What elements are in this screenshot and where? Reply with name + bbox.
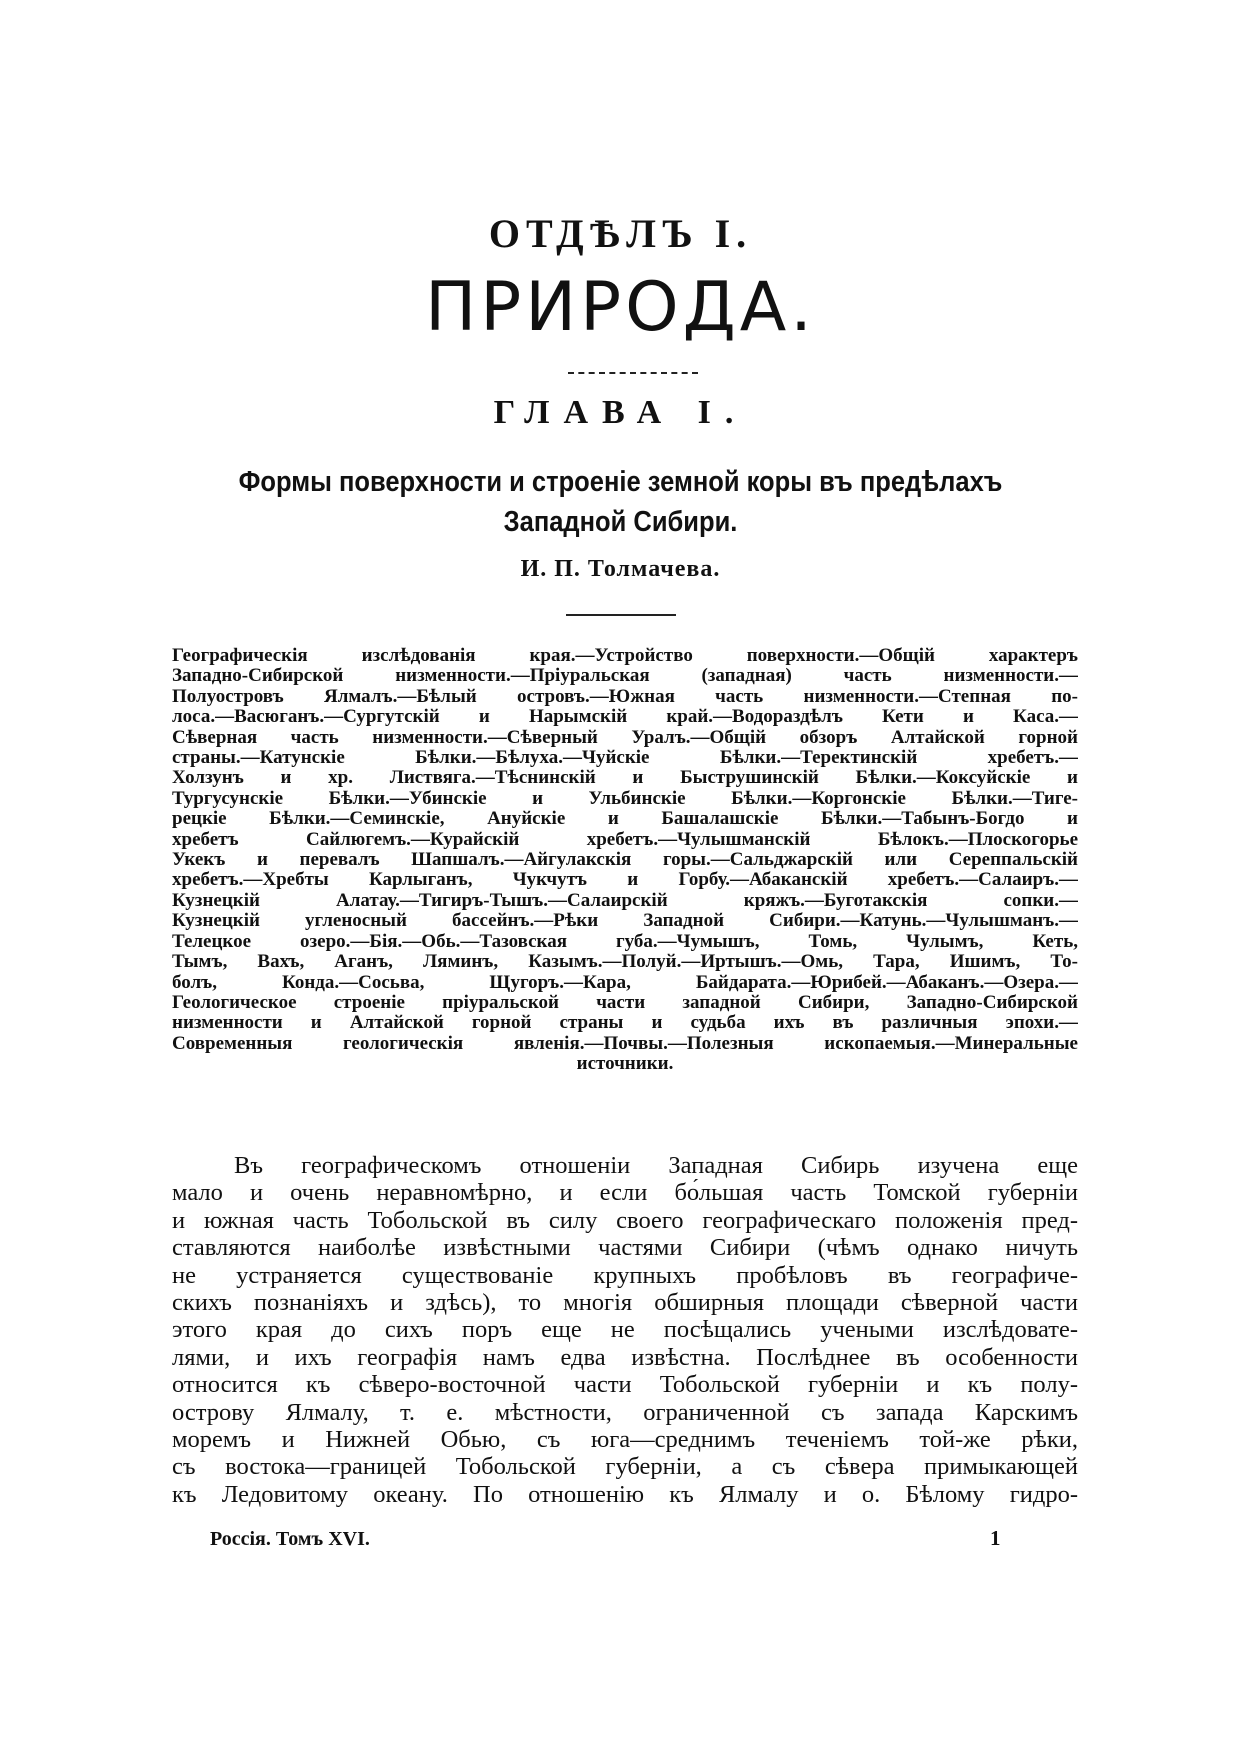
summary-line: рецкіе Бѣлки.—Семинскіе, Ануйскіе и Башалашскіе Бѣлки.—Табынъ-Богдо и: [172, 809, 1078, 830]
paragraph-line: съ востока—границей Тобольской губерніи, а съ сѣвера примыкающей: [172, 1453, 1078, 1481]
summary-line: болъ, Конда.—Сосьва, Щугоръ.—Кара, Байдарата.—Юрибей.—Абаканъ.—Озера.—: [172, 972, 1078, 993]
summary-line: Современныя геологическія явленія.—Почвы.—Полезныя ископаемыя.—Минеральные: [172, 1033, 1078, 1054]
summary-line: Холзунъ и хр. Листвяга.—Тѣснинскій и Быструшинскій Бѣлки.—Коксуйскіе и: [172, 768, 1078, 789]
summary-line: Телецкое озеро.—Бія.—Обь.—Тазовская губа.—Чумышъ, Томь, Чулымъ, Кеть,: [172, 931, 1078, 952]
chapter-title: Формы поверхности и строеніе земной коры въ предѣлахъ Западной Сибири.: [238, 466, 1003, 538]
summary-line: Тургусунскіе Бѣлки.—Убинскіе и Ульбинскіе Бѣлки.—Коргонскіе Бѣлки.—Тиге-: [172, 788, 1078, 809]
page-number: 1: [990, 1526, 1001, 1550]
paragraph-line: моремъ и Нижней Обью, съ юга—среднимъ теченіемъ той-же рѣки,: [172, 1426, 1078, 1454]
summary-line: Западно-Сибирской низменности.—Пріуральская (западная) часть низменности.—: [172, 666, 1078, 687]
footer-signature: Россія. Томъ XVI.: [210, 1528, 370, 1550]
summary-line: Географическія изслѣдованія края.—Устройство поверхности.—Общій характеръ: [172, 646, 1078, 666]
chapter-label: ГЛАВА I.: [493, 394, 748, 431]
paragraph-line: этого края до сихъ поръ еще не посѣщались учеными изслѣдовате-: [172, 1316, 1078, 1344]
summary-line: страны.—Катунскіе Бѣлки.—Бѣлуха.—Чуйскіе Бѣлки.—Теректинскій хребетъ.—: [172, 748, 1078, 769]
summary-line: Геологическое строеніе пріуральской части западной Сибири, Западно-Сибирской: [172, 992, 1078, 1013]
summary-line: Кузнецкій Алатау.—Тигиръ-Тышъ.—Салаирскій кряжъ.—Буготакскія сопки.—: [172, 890, 1078, 911]
paragraph-line: ставляются наиболѣе извѣстными частями Сибири (чѣмъ однако ничуть: [172, 1234, 1078, 1262]
divider-rule: [566, 614, 676, 616]
summary-line: Сѣверная часть низменности.—Сѣверный Уралъ.—Общій обзоръ Алтайской горной: [172, 727, 1078, 748]
summary-line: источники.: [576, 1054, 674, 1075]
summary-line: хребетъ Сайлюгемъ.—Курайскій хребетъ.—Чулышманскій Бѣлокъ.—Плоскогорье: [172, 829, 1078, 850]
paragraph-line: относится къ сѣверо-восточной части Тобольской губерніи и къ полу-: [172, 1371, 1078, 1399]
summary-line: Укекъ и перевалъ Шапшалъ.—Айгулакскія горы.—Сальджарскій или Сереппальскій: [172, 850, 1078, 871]
paragraph-line: мало и очень неравномѣрно, и если бо́льшая часть Томской губерніи: [172, 1179, 1078, 1207]
author-name: И. П. Толмачева.: [520, 556, 721, 582]
paragraph-line: и южная часть Тобольской въ силу своего географическаго положенія пред-: [172, 1206, 1078, 1234]
divider-rule: [568, 372, 698, 374]
part-title: ПРИРОДА.: [425, 268, 816, 347]
summary-line: Тымъ, Вахъ, Аганъ, Ляминъ, Казымъ.—Полуй.—Иртышъ.—Омь, Тара, Ишимъ, То-: [172, 952, 1078, 973]
summary-line: Кузнецкій угленосный бассейнъ.—Рѣки Западной Сибири.—Катунь.—Чулышманъ.—: [172, 911, 1078, 932]
chapter-summary: [172, 646, 1078, 1075]
paragraph-line: Въ географическомъ отношеніи Западная Сибирь изучена еще: [234, 1152, 1078, 1179]
body-paragraph: [172, 1152, 1078, 1508]
paragraph-line: не устраняется существованіе крупныхъ пробѣловъ въ географиче-: [172, 1261, 1078, 1289]
summary-line: низменности и Алтайской горной страны и судьба ихъ въ различныя эпохи.—: [172, 1013, 1078, 1034]
paragraph-line: къ Ледовитому океану. По отношенію къ Ялмалу и о. Бѣлому гидро-: [172, 1480, 1078, 1508]
paragraph-line: острову Ялмалу, т. е. мѣстности, ограниченной съ запада Карскимъ: [172, 1398, 1078, 1426]
summary-line: лоса.—Васюганъ.—Сургутскій и Нарымскій край.—Водораздѣлъ Кети и Каса.—: [172, 707, 1078, 728]
section-heading: ОТДѢЛЪ I.: [488, 211, 753, 256]
paragraph-line: лями, и ихъ географія намъ едва извѣстна. Послѣднее въ особенности: [172, 1343, 1078, 1371]
paragraph-line: скихъ познаніяхъ и здѣсь), то многія обширныя площади сѣверной части: [172, 1289, 1078, 1317]
summary-line: Полуостровъ Ялмалъ.—Бѣлый островъ.—Южная часть низменности.—Степная по-: [172, 686, 1078, 707]
summary-line: хребетъ.—Хребты Карлыганъ, Чукчутъ и Горбу.—Абаканскій хребетъ.—Салаиръ.—: [172, 870, 1078, 891]
